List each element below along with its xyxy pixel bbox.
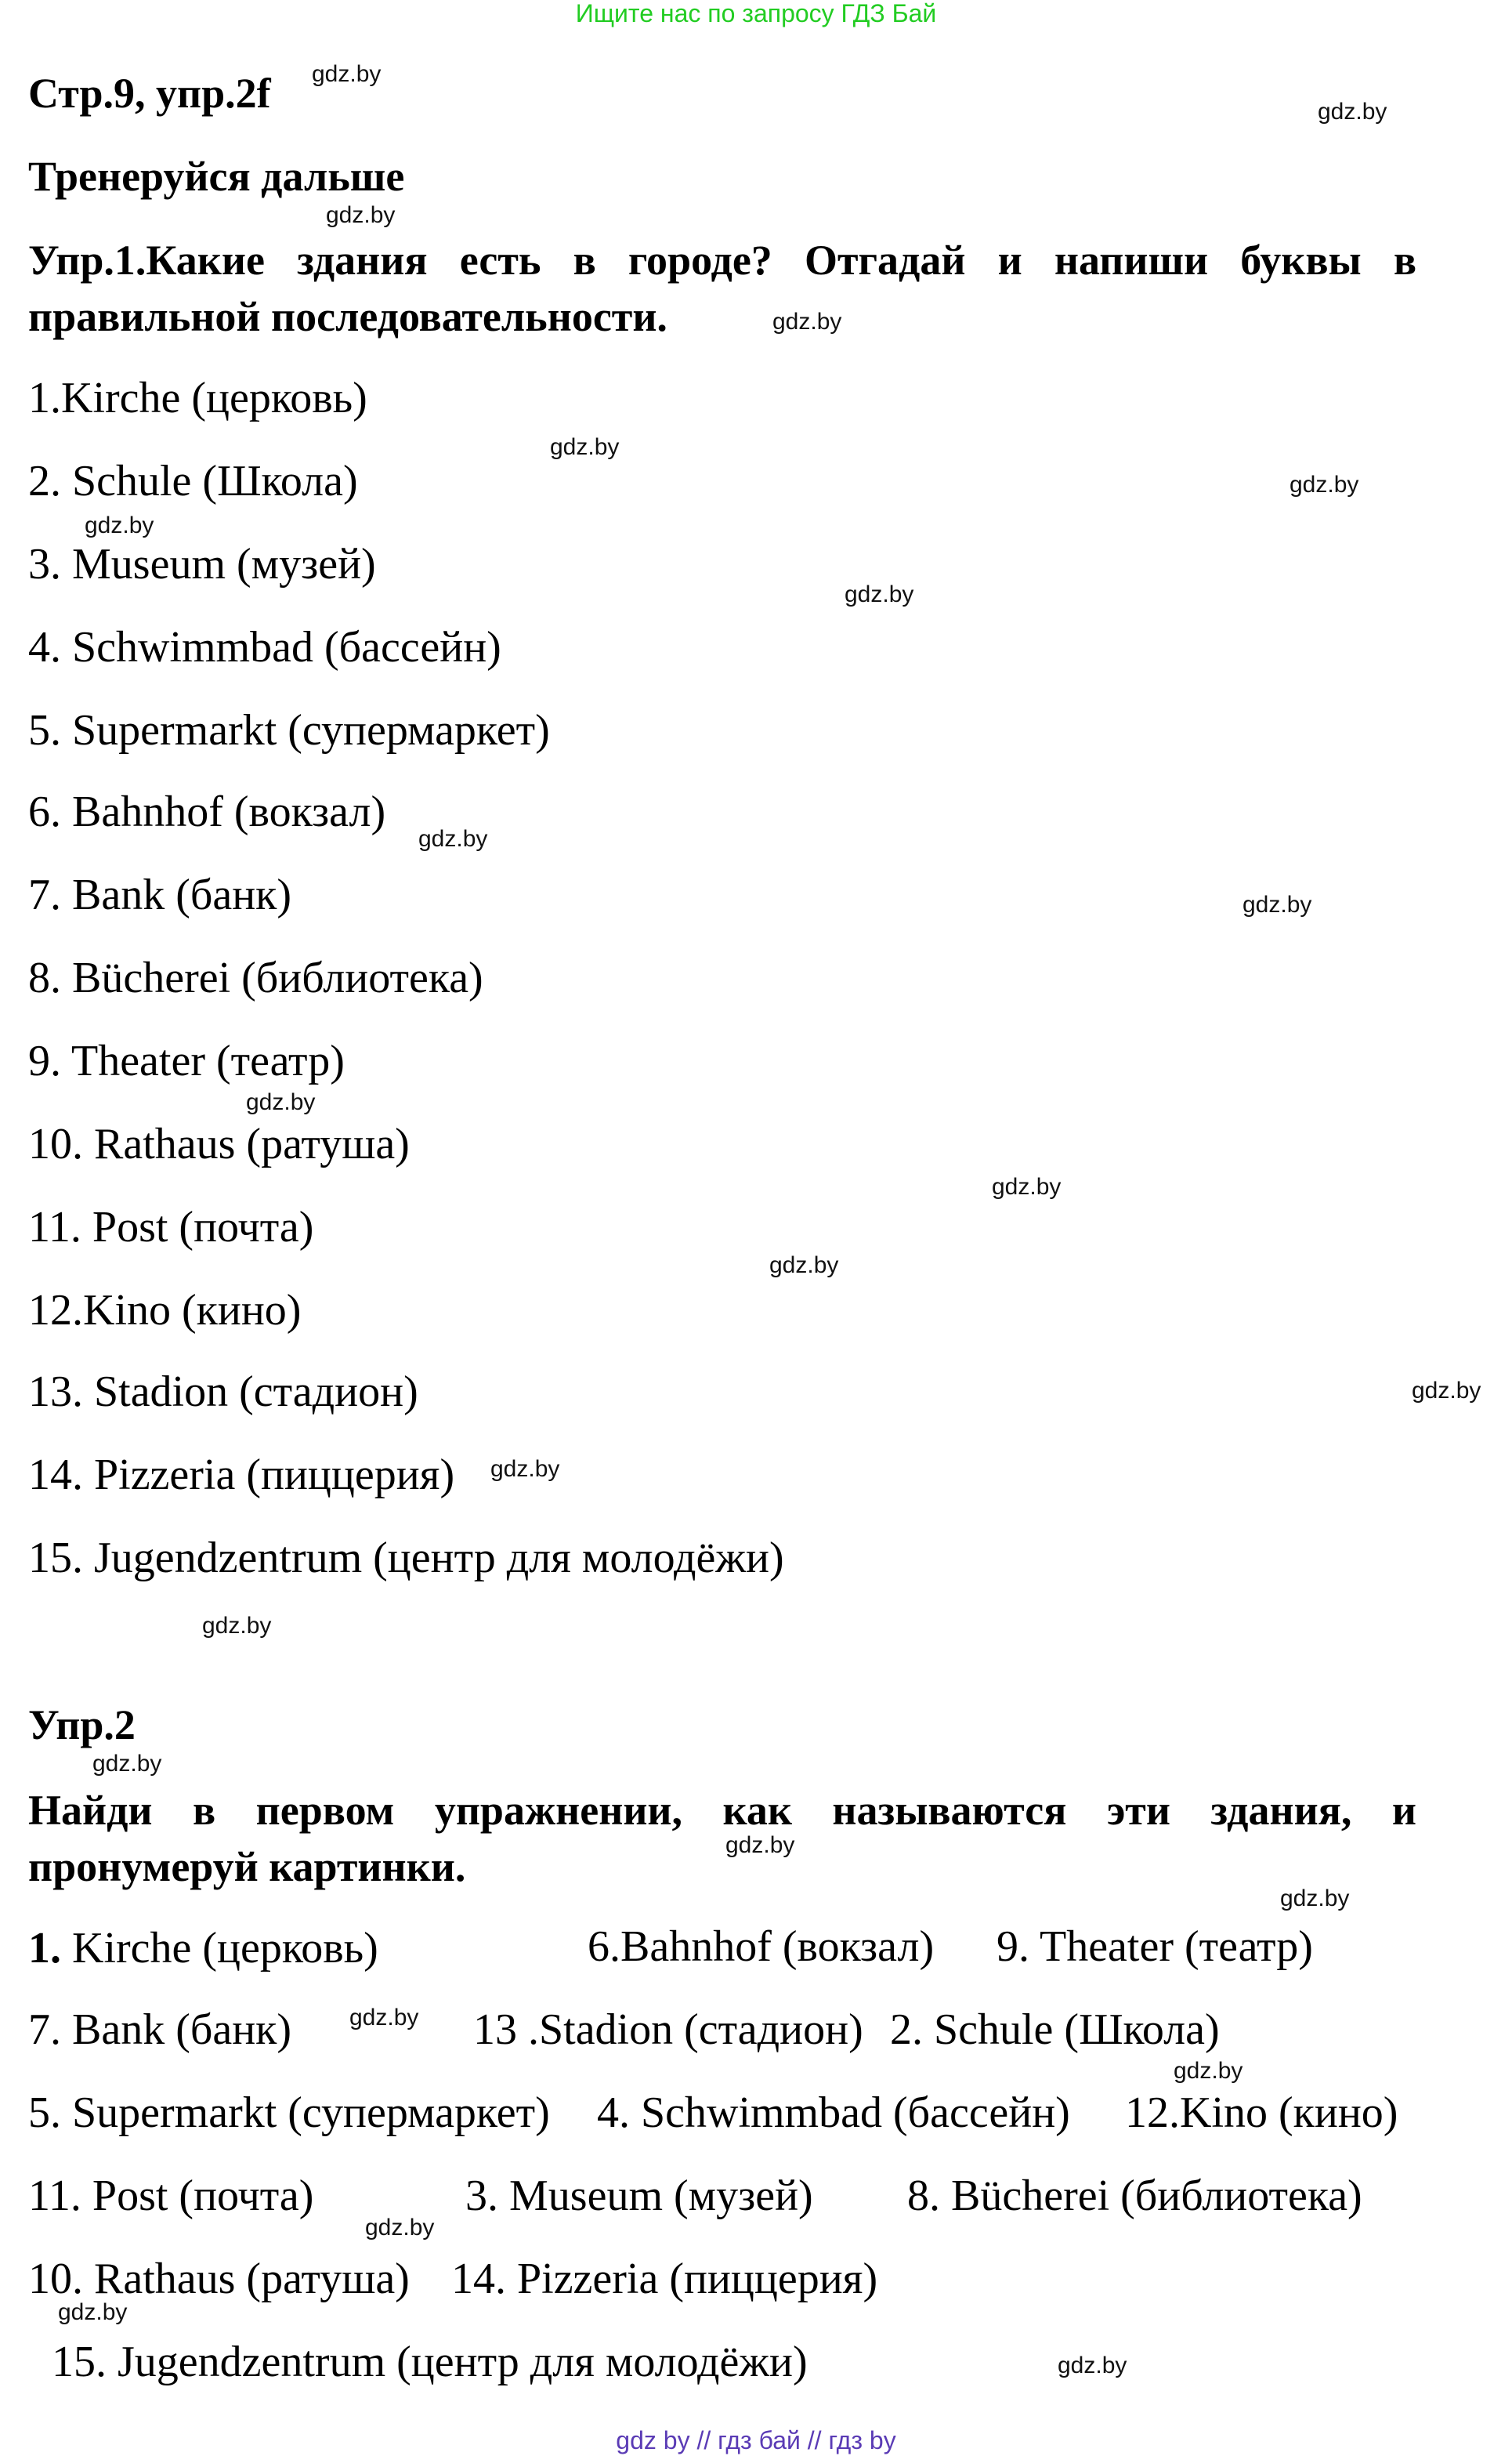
watermark-text: gdz.by: [772, 309, 842, 335]
watermark-text: gdz.by: [92, 1751, 162, 1777]
exercise-1-item: 8. Bücherei (библиотека): [28, 954, 483, 1002]
watermark-text: gdz.by: [769, 1252, 839, 1278]
watermark-text: gdz.by: [58, 2299, 128, 2325]
watermark-text: gdz.by: [202, 1613, 272, 1639]
watermark-text: gdz.by: [365, 2215, 435, 2240]
exercise-1-item: 5. Supermarkt (супермаркет): [28, 706, 550, 755]
footer-links[interactable]: gdz by // гдз бай // гдз by: [616, 2426, 896, 2454]
section-subtitle: Тренеруйся дальше: [28, 153, 405, 200]
exercise-2-item: 7. Bank (банк): [28, 2005, 292, 2054]
exercise-2-item: 8. Bücherei (библиотека): [907, 2172, 1362, 2220]
watermark-text: gdz.by: [725, 1832, 795, 1858]
watermark-text: gdz.by: [845, 581, 914, 607]
search-banner[interactable]: Ищите нас по запросу ГДЗ Бай: [575, 0, 937, 27]
exercise-1-item: 15. Jugendzentrum (центр для молодёжи): [28, 1534, 784, 1582]
exercise-2-item: 14. Pizzeria (пиццерия): [451, 2255, 878, 2303]
watermark-text: gdz.by: [992, 1174, 1062, 1200]
watermark-text: gdz.by: [1412, 1378, 1481, 1404]
watermark-text: gdz.by: [246, 1089, 316, 1115]
exercise-2-item: 15. Jugendzentrum (центр для молодёжи): [52, 2338, 808, 2386]
exercise-1-item: 7. Bank (банк): [28, 871, 292, 919]
exercise-2-item: 12.Kino (кино): [1125, 2088, 1398, 2137]
exercise-1-item: 3. Museum (музей): [28, 540, 376, 589]
watermark-text: gdz.by: [1280, 1885, 1350, 1911]
exercise-2-item: 3. Museum (музей): [465, 2172, 813, 2220]
exercise-1-item: 14. Pizzeria (пиццерия): [28, 1451, 455, 1499]
watermark-text: gdz.by: [312, 61, 382, 87]
exercise-2-item: [28, 1926, 378, 1970]
watermark-text: gdz.by: [326, 202, 396, 228]
watermark-text: gdz.by: [490, 1456, 560, 1482]
exercise-2-item: 11. Post (почта): [28, 2172, 314, 2220]
exercise-2-heading: Упр.2: [28, 1701, 136, 1748]
exercise-1-item: 10. Rathaus (ратуша): [28, 1120, 410, 1168]
watermark-text: gdz.by: [349, 2005, 419, 2030]
exercise-1-task: Упр.1.Какие здания есть в городе? Отгадай и напиши буквы в правильной последовательности.: [28, 237, 1416, 340]
page-title: Стр.9, упр.2f: [28, 70, 271, 117]
exercise-1-item: 1.Kirche (церковь): [28, 374, 367, 422]
watermark-text: gdz.by: [1243, 892, 1312, 918]
exercise-1-item: 4. Schwimmbad (бассейн): [28, 623, 501, 672]
exercise-2-item: 13 .Stadion (стадион): [473, 2005, 863, 2054]
watermark-text: gdz.by: [550, 434, 620, 460]
item-text: Kirche (церковь): [61, 1924, 378, 1972]
watermark-text: gdz.by: [85, 513, 154, 538]
exercise-2-item: 4. Schwimmbad (бассейн): [597, 2088, 1070, 2137]
exercise-1-item: 12.Kino (кино): [28, 1286, 302, 1335]
exercise-1-item: 6. Bahnhof (вокзал): [28, 788, 386, 836]
watermark-text: gdz.by: [1318, 99, 1387, 125]
watermark-text: gdz.by: [1290, 472, 1359, 498]
item-number: 1.: [28, 1924, 61, 1972]
watermark-text: gdz.by: [418, 826, 488, 852]
exercise-2-item: 9. Theater (театр): [997, 1922, 1313, 1971]
exercise-2-item: 2. Schule (Школа): [890, 2005, 1220, 2054]
watermark-text: gdz.by: [1174, 2058, 1243, 2084]
watermark-text: gdz.by: [1058, 2353, 1127, 2378]
exercise-2-item: 5. Supermarkt (супермаркет): [28, 2088, 550, 2137]
exercise-1-item: 13. Stadion (стадион): [28, 1367, 418, 1416]
exercise-2-item: 10. Rathaus (ратуша): [28, 2255, 410, 2303]
exercise-1-item: 2. Schule (Школа): [28, 457, 358, 505]
exercise-1-item: 9. Theater (театр): [28, 1037, 345, 1085]
exercise-2-item: 6.Bahnhof (вокзал): [588, 1922, 935, 1971]
exercise-1-item: 11. Post (почта): [28, 1203, 314, 1252]
exercise-2-task: Найди в первом упражнении, как называются эти здания, и пронумеруй картинки.: [28, 1787, 1416, 1890]
